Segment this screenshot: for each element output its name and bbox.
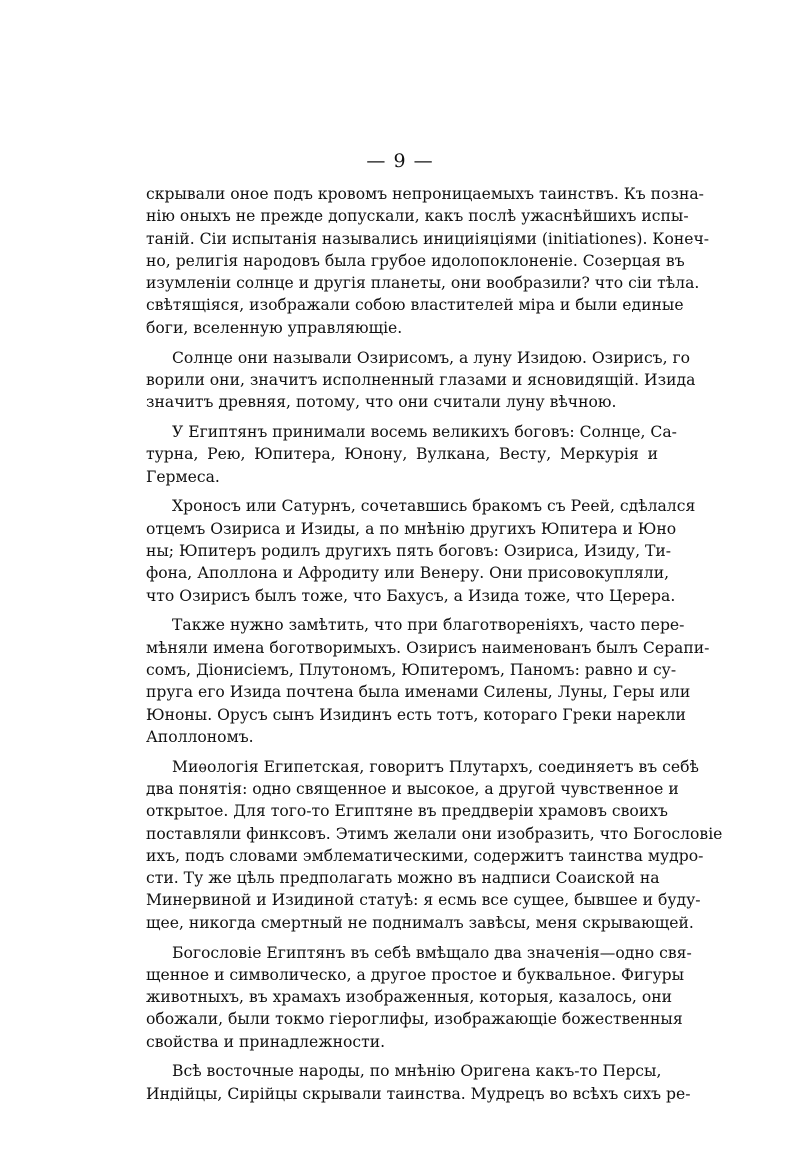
paragraph-eight-gods bbox=[146, 421, 677, 488]
text-line: сомъ, Діонисіемъ, Плутономъ, Юпитеромъ, Паномъ: равно и су- bbox=[146, 660, 677, 679]
text-line: ны; Юпитеръ родилъ другихъ пять боговъ: Озириса, Изиду, Ти- bbox=[146, 541, 672, 560]
text-line: Солнце они называли Озирисомъ, а луну Изидою. Озирисъ, го bbox=[172, 348, 691, 367]
text-line: Богословіе Египтянъ въ себѣ вмѣщало два значенія—одно свя- bbox=[172, 943, 692, 962]
paragraph-initiations bbox=[146, 183, 710, 339]
text-line: Хроносъ или Сатурнъ, сочетавшись бракомъ съ Реей, сдѣлался bbox=[172, 497, 696, 516]
text-line: свѣтящіяся, изображали собою властителей міра и были единые bbox=[146, 296, 684, 315]
text-line: ихъ, подъ словами эмблематическими, содержитъ таинства мудро- bbox=[146, 846, 704, 865]
text-line: турна, Рею, Юпитера, Юнону, Вулкана, Весту, Меркурія и bbox=[146, 445, 658, 464]
text-line: У Египтянъ принимали восемь великихъ боговъ: Солнце, Са- bbox=[172, 422, 677, 441]
text-line: боги, вселенную управляющіе. bbox=[146, 318, 403, 337]
text-line: Минервиной и Изидиной статуѣ: я есмь все сущее, бывшее и буду- bbox=[146, 891, 701, 910]
text-line: скрывали оное подъ кровомъ непроницаемыхъ таинствъ. Къ позна- bbox=[146, 185, 704, 203]
text-line: Юноны. Орусъ сынъ Изидинъ есть тотъ, котораго Греки нарекли bbox=[146, 705, 686, 724]
text-line: мѣняли имена боготворимыхъ. Озирисъ наименованъ былъ Серапи- bbox=[146, 638, 710, 657]
text-line: Всѣ восточные народы, по мнѣнію Оригена какъ-то Персы, bbox=[172, 1062, 662, 1081]
text-line: отцемъ Озириса и Изиды, а по мнѣнію другихъ Юпитера и Юно bbox=[146, 519, 677, 538]
body-text bbox=[146, 183, 723, 1105]
text-line: щее, никогда смертный не поднималъ завѣсы, меня скрывающей. bbox=[146, 913, 694, 932]
text-line: два понятія: одно священное и высокое, а другой чувственное и bbox=[146, 779, 679, 798]
text-line: таній. Сіи испытанія назывались инициіяціями (initiationes). Конеч- bbox=[146, 229, 710, 248]
text-line: Миѳологія Египетская, говоритъ Плутархъ, соединяетъ въ себѣ bbox=[172, 757, 699, 776]
text-line: поставляли финксовъ. Этимъ желали они изобразить, что Богословіе bbox=[146, 824, 723, 843]
paragraph-mythology bbox=[146, 756, 723, 934]
text-line: обожали, были токмо гіероглифы, изображающіе божественныя bbox=[146, 1010, 683, 1029]
paragraph-chronos bbox=[146, 495, 696, 606]
text-line: открытое. Для того-то Египтяне въ преддверіи храмовъ своихъ bbox=[146, 802, 668, 821]
page-number: — 9 — bbox=[366, 150, 434, 172]
text-line: значитъ древняя, потому, что они считали луну вѣчною. bbox=[146, 393, 617, 412]
text-line: свойства и принадлежности. bbox=[146, 1032, 386, 1051]
paragraph-eastern-peoples bbox=[146, 1060, 691, 1105]
text-line: изумленіи солнце и другія планеты, они вообразили? что сіи тѣла. bbox=[146, 274, 700, 293]
text-line: сти. Ту же цѣль предполагать можно въ надписи Соаиской на bbox=[146, 869, 660, 888]
text-line: Гермеса. bbox=[146, 467, 220, 486]
text-line: Также нужно замѣтить, что при благотвореніяхъ, часто пере- bbox=[172, 616, 685, 635]
text-line: ворили они, значитъ исполненный глазами и ясновидящій. Изида bbox=[146, 370, 696, 389]
paragraph-names bbox=[146, 614, 710, 748]
text-line: щенное и символическо, а другое простое и буквальное. Фигуры bbox=[146, 965, 685, 984]
paragraph-osiris-isis bbox=[146, 347, 696, 414]
text-line: животныхъ, въ храмахъ изображенныя, которыя, казалось, они bbox=[146, 988, 673, 1007]
paragraph-theology bbox=[146, 942, 692, 1053]
text-line: нію оныхъ не прежде допускали, какъ послѣ ужаснѣйшихъ испы- bbox=[146, 207, 689, 226]
text-line: пруга его Изида почтена была именами Силены, Луны, Геры или bbox=[146, 683, 691, 702]
text-line: Индійцы, Сирійцы скрывали таинства. Мудрецъ во всѣхъ сихъ ре- bbox=[146, 1084, 691, 1103]
text-line: фона, Аполлона и Афродиту или Венеру. Они присовокупляли, bbox=[146, 564, 670, 583]
text-line: Аполлономъ. bbox=[146, 727, 254, 746]
text-line: что Озирисъ былъ тоже, что Бахусъ, а Изида тоже, что Церера. bbox=[146, 586, 676, 605]
text-line: но, религія народовъ была грубое идолопоклоненіе. Созерцая въ bbox=[146, 251, 685, 270]
